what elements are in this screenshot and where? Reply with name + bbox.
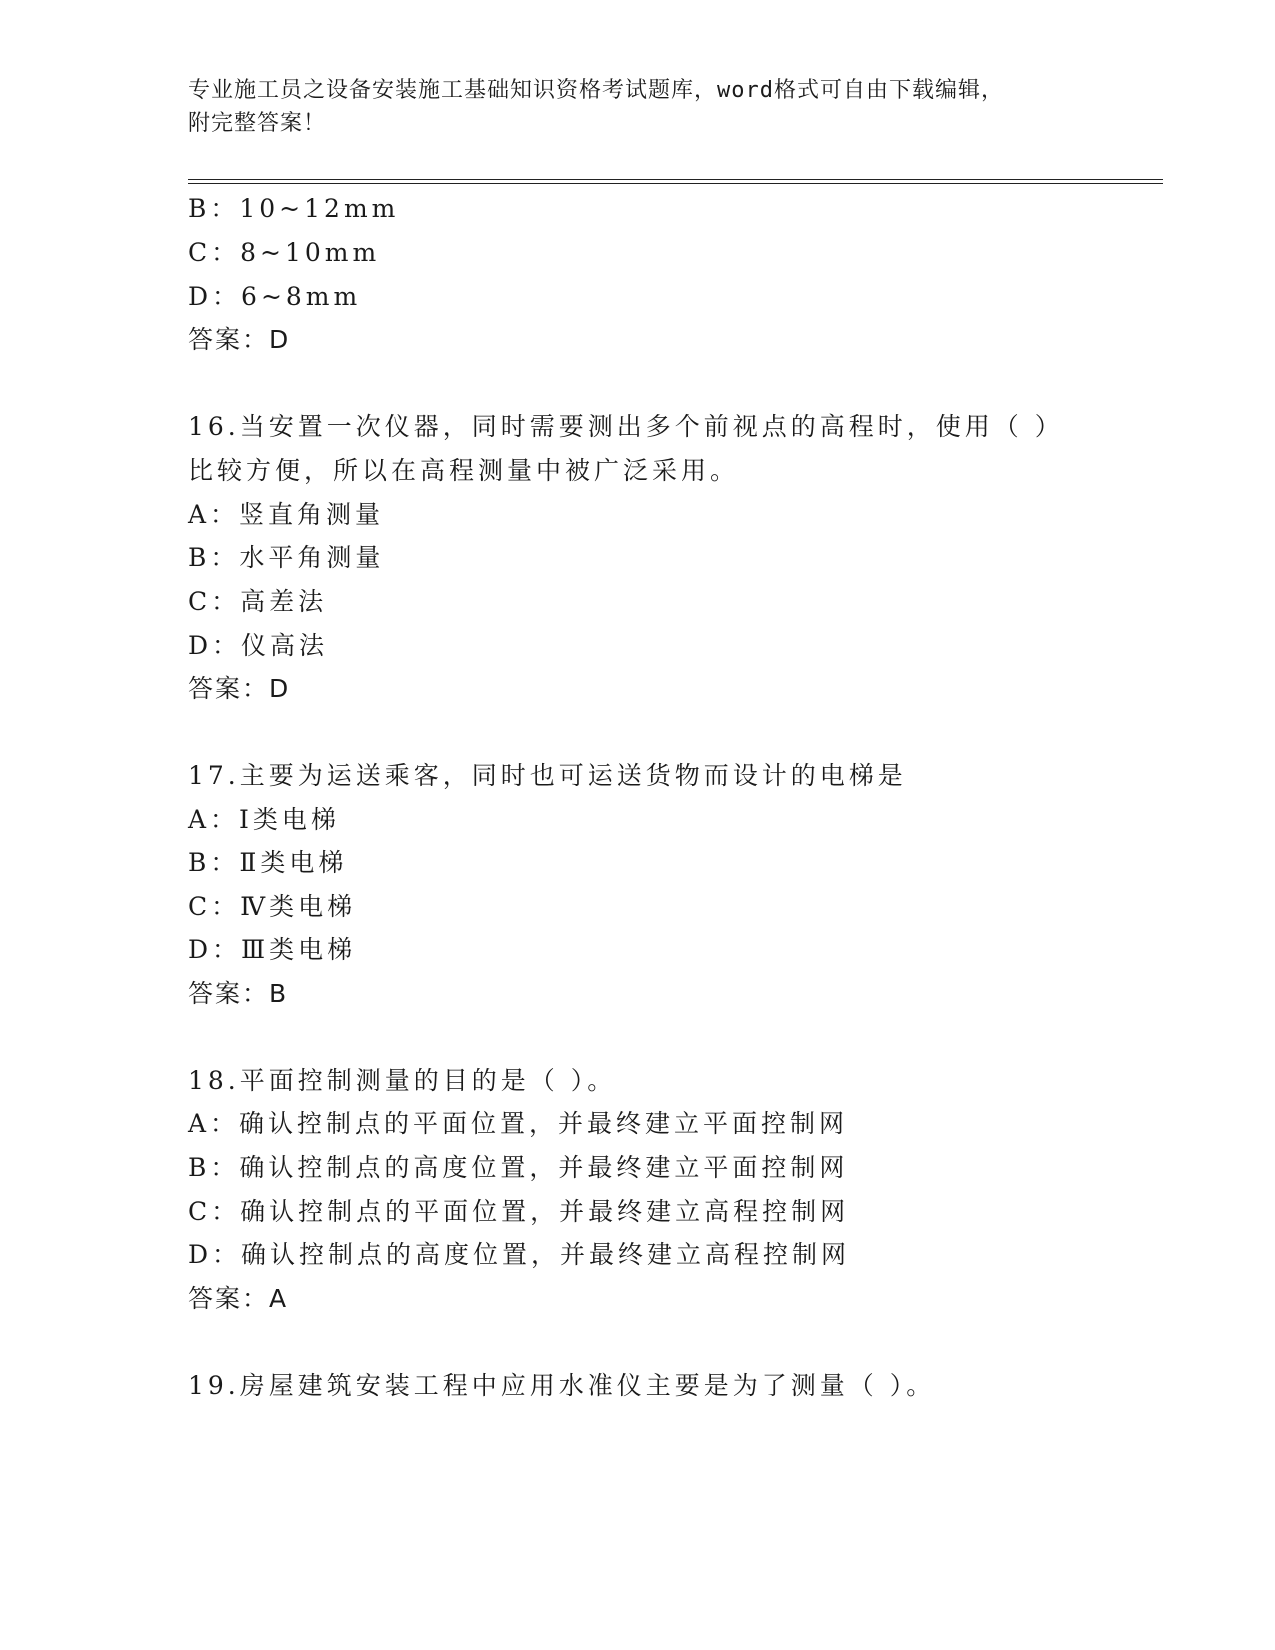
- question-17-option-d: D：Ⅲ类电梯: [188, 935, 357, 964]
- question-16-text: 16.当安置一次仪器，同时需要测出多个前视点的高程时，使用（ ）: [188, 412, 1064, 441]
- answer-line: 答案：D: [188, 325, 291, 354]
- question-16-option-a: A：竖直角测量: [188, 500, 385, 529]
- option-b: B：10~12mm: [188, 194, 400, 223]
- question-18-answer: 答案：A: [188, 1284, 289, 1313]
- header-divider-bottom: [188, 183, 1163, 184]
- question-19-text: 19.房屋建筑安装工程中应用水准仪主要是为了测量（ ）。: [188, 1371, 936, 1400]
- question-16-answer: 答案：D: [188, 674, 291, 703]
- question-18-text: 18.平面控制测量的目的是（ ）。: [188, 1066, 617, 1095]
- header-divider-top: [188, 179, 1163, 180]
- option-c: C：8~10mm: [188, 238, 381, 267]
- question-16-text-cont: 比较方便，所以在高程测量中被广泛采用。: [188, 456, 740, 485]
- question-18-option-a: A：确认控制点的平面位置，并最终建立平面控制网: [188, 1109, 849, 1138]
- question-16-option-c: C：高差法: [188, 587, 328, 616]
- header-line-1: 专业施工员之设备安装施工基础知识资格考试题库，word格式可自由下载编辑，: [188, 78, 1004, 103]
- question-17-option-c: C：Ⅳ类电梯: [188, 892, 357, 921]
- question-17-option-b: B：Ⅱ类电梯: [188, 848, 348, 877]
- question-16-option-b: B：水平角测量: [188, 543, 385, 572]
- question-16-option-d: D：仪高法: [188, 631, 329, 660]
- question-18-option-d: D：确认控制点的高度位置，并最终建立高程控制网: [188, 1240, 851, 1269]
- question-17-text: 17.主要为运送乘客，同时也可运送货物而设计的电梯是: [188, 761, 907, 790]
- question-17-option-a: A：Ⅰ类电梯: [188, 805, 340, 834]
- question-18-option-c: C：确认控制点的平面位置，并最终建立高程控制网: [188, 1197, 850, 1226]
- option-d: D：6~8mm: [188, 282, 362, 311]
- document-header: [188, 74, 1088, 140]
- question-18-option-b: B：确认控制点的高度位置，并最终建立平面控制网: [188, 1153, 849, 1182]
- question-17-answer: 答案：B: [188, 979, 289, 1008]
- header-line-2: 附完整答案！: [188, 111, 327, 136]
